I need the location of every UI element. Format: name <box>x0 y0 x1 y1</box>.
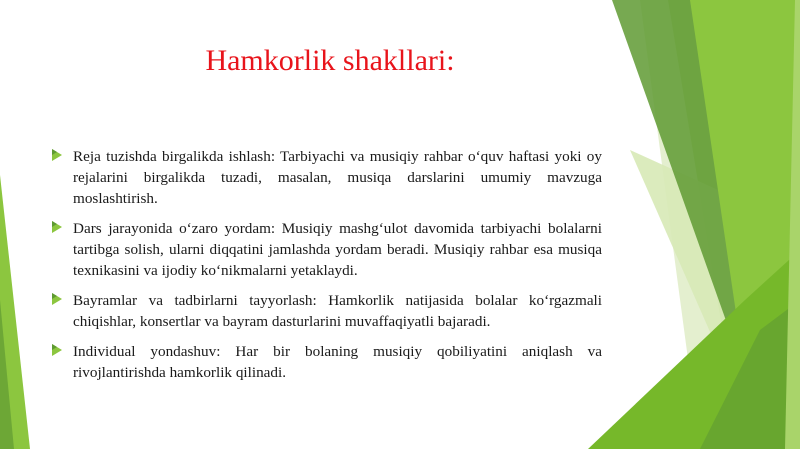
triangle-bullet-icon <box>52 149 62 161</box>
bullet-item <box>52 341 602 383</box>
triangle-bullet-icon <box>52 293 62 305</box>
slide-title: Hamkorlik shakllari: <box>205 44 455 77</box>
bullet-text: Individual yondashuv: Har bir bolaning musiqiy qobiliyatini aniqlash va rivojlantirishda hamkorlik qilinadi. <box>73 343 602 381</box>
bullet-list <box>52 146 602 392</box>
bullet-text: Reja tuzishda birgalikda ishlash: Tarbiyachi va musiqiy rahbar o‘quv haftasi yoki oy rejalarini birgalikda tuzadi, masalan, musiqa darslarini umumiy mavzuga moslashtirish. <box>73 148 602 207</box>
bullet-item <box>52 218 602 281</box>
bullet-text: Dars jarayonida o‘zaro yordam: Musiqiy mashg‘ulot davomida tarbiyachi bolalarni tartibga solish, ularni diqqatini jamlashda yordam beradi. Musiqiy rahbar esa musiqa texnikasini va ijodiy ko‘nikmalarni yetaklaydi. <box>73 220 602 279</box>
bullet-text: Bayramlar va tadbirlarni tayyorlash: Hamkorlik natijasida bolalar ko‘rgazmali chiqishlar, konsertlar va bayram dasturlarini muvaffaqiyatli bajaradi. <box>73 292 602 330</box>
triangle-bullet-icon <box>52 344 62 356</box>
bullet-item <box>52 290 602 332</box>
triangle-bullet-icon <box>52 221 62 233</box>
bullet-item <box>52 146 602 209</box>
